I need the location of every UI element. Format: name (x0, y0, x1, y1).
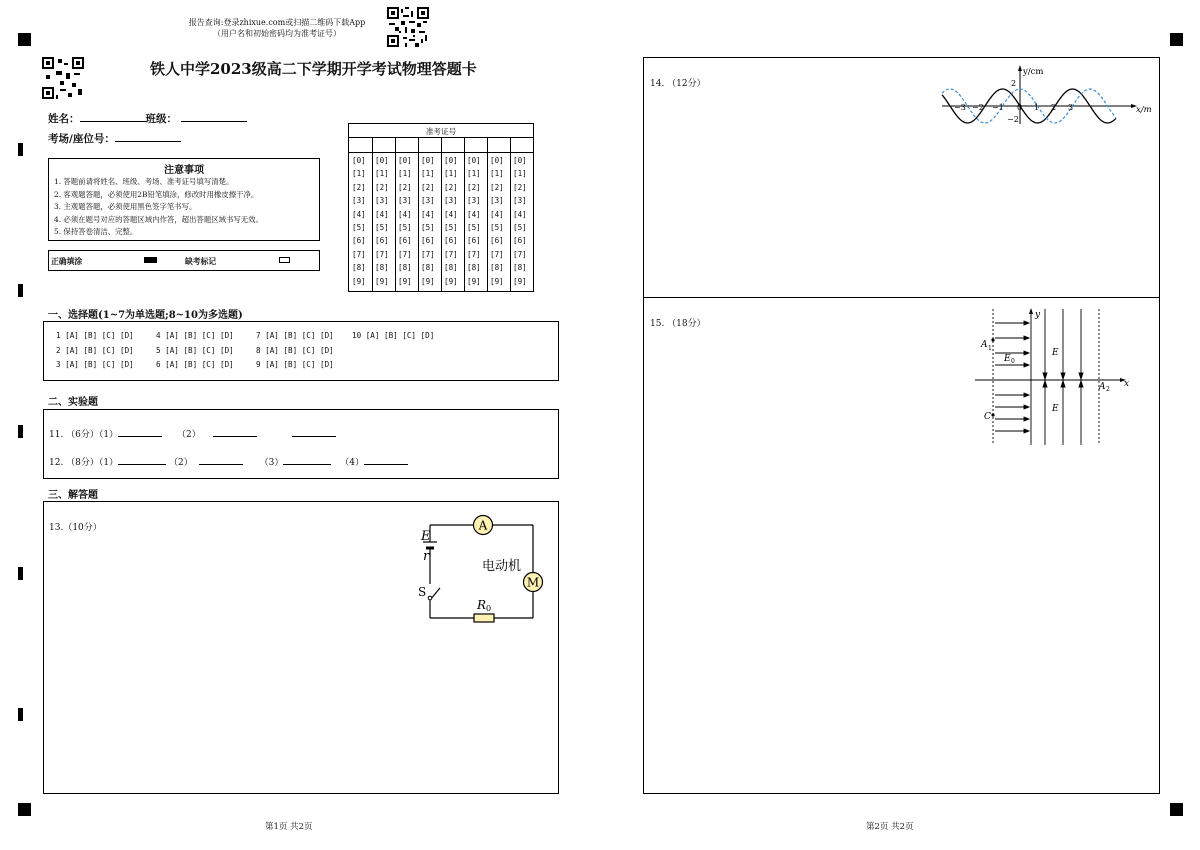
section-experiment-title: 二、实验题 (48, 397, 98, 408)
timing-mark (18, 143, 23, 156)
digit-bubble[interactable]: [7] (398, 249, 412, 259)
digit-bubble[interactable]: [5] (352, 223, 366, 232)
digit-bubble[interactable]: [2] (444, 182, 458, 192)
digit-bubble[interactable]: [5] (398, 223, 412, 232)
digit-bubble[interactable]: [2] (352, 182, 366, 192)
digit-bubble[interactable]: [9] (513, 276, 527, 286)
digit-bubble[interactable]: [3] (398, 196, 412, 206)
digit-bubble[interactable]: [2] (421, 182, 435, 192)
field-diagram (975, 305, 1135, 450)
field-arrowhead (1024, 405, 1029, 409)
digit-bubble[interactable]: [6] (375, 236, 389, 246)
point-c-label: C (984, 412, 991, 422)
registration-mark (18, 803, 31, 816)
point-a1-subscript: 1 (988, 345, 992, 352)
q12-row (49, 455, 408, 468)
q11-row (49, 427, 336, 440)
digit-bubble[interactable]: [8] (513, 263, 527, 273)
digit-bubble[interactable]: [6] (398, 236, 412, 246)
choice-answer-box (43, 321, 559, 381)
digit-bubble[interactable]: [3] (352, 196, 366, 206)
digit-bubble[interactable]: [9] (421, 276, 435, 286)
registration-mark (18, 33, 31, 46)
digit-bubble[interactable]: [7] (444, 249, 458, 259)
fill-correct-label: 正确填涂 (51, 257, 83, 266)
digit-bubble[interactable]: [1] (467, 169, 481, 179)
digit-bubble[interactable]: [7] (467, 249, 481, 259)
digit-bubble[interactable]: [2] (375, 182, 389, 192)
digit-bubble[interactable]: [1] (513, 169, 527, 179)
x-tick: 0 (1017, 103, 1023, 112)
choice-question-row[interactable]: 5 [A] [B] [C] [D] (156, 345, 234, 355)
digit-bubble[interactable]: [4] (375, 209, 389, 219)
page-title: 铁人中学2023级高二下学期开学考试物理答题卡 (150, 60, 477, 78)
q11-label: 11. （6分） (49, 430, 99, 440)
registration-mark (1170, 803, 1183, 816)
q11-part1-label: （1） (98, 430, 119, 440)
notice-item: 2. 客观题答题，必须使用2B铅笔填涂，修改时用橡皮擦干净。 (54, 189, 259, 199)
digit-bubble[interactable]: [1] (352, 169, 366, 179)
choice-question-row[interactable]: 8 [A] [B] [C] [D] (256, 345, 334, 355)
name-label: 姓名： (48, 113, 80, 125)
field-arrowhead (1079, 373, 1083, 379)
digit-bubble[interactable]: [0] (513, 156, 527, 165)
field-arrowhead (1061, 373, 1065, 379)
q15-label: 15. （18分） (650, 319, 706, 329)
resistor-label: R (477, 598, 487, 612)
digit-bubble[interactable]: [2] (490, 182, 504, 192)
seat-row (48, 131, 181, 146)
digit-bubble[interactable]: [3] (467, 196, 481, 206)
page2-footer: 第2页 共2页 (866, 822, 914, 832)
digit-bubble[interactable]: [2] (398, 182, 412, 192)
digit-bubble[interactable]: [4] (490, 209, 504, 219)
x-axis-label: x/m (1136, 105, 1152, 115)
report-info (172, 17, 382, 39)
digit-bubble[interactable]: [6] (444, 236, 458, 246)
digit-bubble[interactable]: [9] (352, 276, 366, 286)
x-tick: −1 (992, 103, 1004, 112)
q12-label: 12. （8分） (49, 458, 99, 468)
q12-blank-4[interactable] (364, 456, 408, 465)
digit-bubble[interactable]: [7] (352, 249, 366, 259)
y-axis-label: y/cm (1023, 67, 1044, 77)
digit-bubble[interactable]: [5] (375, 223, 389, 232)
q12-blank-1[interactable] (118, 456, 166, 465)
digit-bubble[interactable]: [7] (490, 249, 504, 259)
notice-box (48, 158, 320, 241)
digit-bubble[interactable]: [3] (513, 196, 527, 206)
digit-bubble[interactable]: [9] (398, 276, 412, 286)
x-tick: 3 (1068, 103, 1074, 112)
digit-bubble[interactable]: [9] (467, 276, 481, 286)
class-label: 班级： (145, 113, 177, 125)
emf-label: E (421, 529, 431, 544)
admission-number-grid (348, 123, 534, 292)
digit-bubble[interactable]: [6] (352, 236, 366, 246)
digit-bubble[interactable]: [0] (375, 156, 389, 165)
q13-label: 13.（10分） (49, 523, 102, 533)
q11-blank-1[interactable] (118, 428, 162, 437)
absent-mark-label: 缺考标记 (185, 257, 217, 266)
field-arrowhead (1024, 336, 1029, 340)
digit-bubble[interactable]: [6] (421, 236, 435, 246)
notice-item: 1. 答题前请将姓名、班级、考场、准考证号填写清楚。 (54, 177, 234, 186)
timing-mark (18, 708, 23, 721)
page1-footer: 第1页 共2页 (265, 822, 313, 832)
field-e0-label: E (1004, 354, 1011, 364)
admission-label: 准考证号 (425, 127, 457, 136)
field-arrowhead (1024, 351, 1029, 355)
x-tick: −3 (954, 103, 966, 112)
digit-bubble[interactable]: [8] (398, 263, 412, 273)
digit-bubble[interactable]: [4] (467, 209, 481, 219)
y-tick: −2 (1007, 115, 1019, 124)
resistor-subscript: 0 (486, 604, 492, 613)
choice-question-row[interactable]: 4 [A] [B] [C] [D] (156, 331, 234, 340)
digit-bubble[interactable]: [4] (444, 209, 458, 219)
x-axis-label: x (1124, 379, 1130, 389)
section-choice-title: 一、选择题(1~7为单选题;8~10为多选题) (48, 310, 243, 321)
q11-blank-2[interactable] (213, 428, 257, 437)
digit-bubble[interactable]: [4] (513, 209, 527, 219)
digit-bubble[interactable]: [8] (444, 263, 458, 273)
timing-mark (18, 284, 23, 297)
q12-part2-label: （2） (169, 458, 193, 468)
class-field[interactable] (181, 111, 247, 122)
digit-bubble[interactable]: [3] (375, 196, 389, 206)
digit-bubble[interactable]: [0] (490, 156, 504, 165)
registration-mark (1170, 33, 1183, 46)
field-arrowhead (1024, 321, 1029, 325)
digit-bubble[interactable]: [7] (421, 249, 435, 259)
digit-bubble[interactable]: [3] (421, 196, 435, 206)
choice-question-row[interactable]: 10 [A] [B] [C] [D] (352, 331, 435, 340)
internal-resistance-label: r (423, 549, 430, 564)
digit-bubble[interactable]: [5] (444, 223, 458, 232)
field-e-label-upper: E (1052, 348, 1059, 358)
timing-mark (18, 567, 23, 580)
q12-blank-3[interactable] (283, 456, 331, 465)
digit-bubble[interactable]: [5] (513, 223, 527, 232)
digit-bubble[interactable]: [9] (375, 276, 389, 286)
digit-bubble[interactable]: [2] (467, 182, 481, 192)
field-e0-subscript: 0 (1011, 358, 1015, 365)
absent-checkbox[interactable] (279, 257, 290, 263)
digit-bubble[interactable]: [0] (398, 156, 412, 165)
name-field[interactable] (80, 111, 146, 122)
q11-part2-label: （2） (177, 430, 201, 440)
digit-bubble[interactable]: [1] (375, 169, 389, 179)
timing-mark (18, 425, 23, 438)
name-class-row (48, 111, 247, 126)
digit-bubble[interactable]: [3] (444, 196, 458, 206)
qr-code[interactable] (387, 7, 429, 47)
digit-bubble[interactable]: [4] (421, 209, 435, 219)
ammeter-symbol: A (478, 518, 488, 533)
notice-item: 5. 保持答卷清洁、完整。 (54, 227, 138, 237)
notice-item: 3. 主观题答题，必须使用黑色签字笔书写。 (54, 202, 197, 212)
resistor (474, 614, 494, 622)
choice-question-row[interactable]: 2 [A] [B] [C] [D] (56, 345, 134, 355)
q12-part1-label: （1） (98, 458, 119, 468)
digit-bubble[interactable]: [9] (444, 276, 458, 286)
digit-bubble[interactable]: [8] (490, 263, 504, 273)
digit-bubble[interactable]: [6] (490, 236, 504, 246)
digit-bubble[interactable]: [6] (513, 236, 527, 246)
report-line-2: （用户名和初始密码均为准考证号） (213, 29, 341, 38)
digit-bubble[interactable]: [0] (444, 156, 458, 165)
field-arrowhead (1024, 363, 1029, 367)
digit-bubble[interactable]: [4] (352, 209, 366, 219)
field-arrowhead (1024, 417, 1029, 421)
field-arrowhead (1024, 393, 1029, 397)
digit-bubble[interactable]: [0] (421, 156, 435, 165)
experiment-answer-box (43, 409, 559, 479)
fill-example-box (48, 250, 320, 271)
digit-bubble[interactable]: [8] (375, 263, 389, 273)
point-a1-label: A (981, 340, 988, 350)
y-tick: 2 (1011, 79, 1017, 88)
digit-bubble[interactable]: [4] (398, 209, 412, 219)
digit-bubble[interactable]: [1] (444, 169, 458, 179)
wave-graph (938, 64, 1156, 128)
x-tick: −2 (972, 103, 984, 112)
seat-label: 考场/座位号： (48, 133, 115, 145)
digit-bubble[interactable]: [0] (467, 156, 481, 165)
field-arrowhead (1043, 381, 1047, 387)
digit-bubble[interactable]: [8] (467, 263, 481, 273)
notice-title: 注意事项 (164, 165, 204, 176)
digit-bubble[interactable]: [7] (375, 249, 389, 259)
digit-bubble[interactable]: [8] (421, 263, 435, 273)
digit-bubble[interactable]: [1] (421, 169, 435, 179)
q14-label: 14. （12分） (650, 79, 706, 89)
point-a2-label: A (1099, 382, 1106, 392)
y-axis-label: y (1035, 310, 1041, 320)
field-arrowhead (1061, 381, 1065, 387)
digit-bubble[interactable]: [0] (352, 156, 366, 165)
digit-bubble[interactable]: [6] (467, 236, 481, 246)
digit-bubble[interactable]: [7] (513, 249, 527, 259)
x-tick: 1 (1034, 103, 1040, 112)
digit-bubble[interactable]: [5] (490, 223, 504, 232)
fill-correct-sample (144, 257, 157, 263)
switch-label: S (418, 585, 427, 599)
choice-question-row[interactable]: 1 [A] [B] [C] [D] (56, 331, 134, 340)
digit-bubble[interactable]: [1] (490, 169, 504, 179)
section-solution-title: 三、解答题 (48, 490, 98, 501)
circuit-diagram (415, 512, 550, 624)
choice-question-row[interactable]: 7 [A] [B] [C] [D] (256, 331, 334, 340)
choice-question-row[interactable]: 3 [A] [B] [C] [D] (56, 360, 134, 369)
digit-bubble[interactable]: [1] (398, 169, 412, 179)
x-tick: 2 (1051, 103, 1057, 112)
q11-blank-3[interactable] (292, 428, 336, 437)
field-arrowhead (1079, 381, 1083, 387)
notice-item: 4. 必须在题号对应的答题区域内作答，超出答题区域书写无效。 (54, 214, 263, 224)
field-arrowhead (1043, 373, 1047, 379)
digit-bubble[interactable]: [9] (490, 276, 504, 286)
q12-part3-label: （3） (259, 458, 284, 468)
digit-bubble[interactable]: [3] (490, 196, 504, 206)
field-e-label-lower: E (1052, 404, 1059, 414)
q12-part4-label: （4） (340, 458, 364, 468)
choice-question-row[interactable]: 6 [A] [B] [C] [D] (156, 360, 234, 369)
choice-question-row[interactable]: 9 [A] [B] [C] [D] (256, 360, 334, 369)
motor-symbol: M (526, 575, 540, 590)
digit-bubble[interactable]: [5] (421, 223, 435, 232)
page-qr-code (42, 57, 84, 99)
motor-label: 电动机 (482, 559, 522, 574)
digit-bubble[interactable]: [8] (352, 263, 366, 273)
digit-bubble[interactable]: [5] (467, 223, 481, 232)
q12-blank-2[interactable] (199, 456, 243, 465)
field-arrowhead (1024, 429, 1029, 433)
digit-bubble[interactable]: [2] (513, 182, 527, 192)
report-line-1: 报告查询:登录zhixue.com或扫描二维码下载App (188, 18, 366, 27)
seat-field[interactable] (115, 131, 181, 142)
point-a2-subscript: 2 (1106, 386, 1110, 393)
